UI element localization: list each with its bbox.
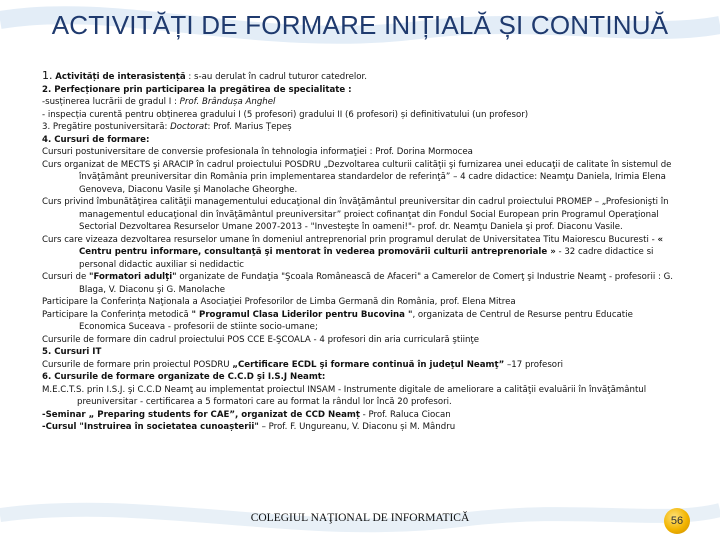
item-perfectionare: 2. Perfecționare prin participarea la pregătirea de specialitate : [42,84,352,95]
item-formatori-adulti: Cursuri de "Formatori adulţi" organizate de Fundaţia "Şcoala Românească de Afaceri" a Camerelor de Comerţ şi Industrie Neamţ - profesorii : G. Blaga, V. Diaconu şi G. Manolache [42,272,673,295]
item-ecdl: Cursurile de formare prin proiectul POSDRU „Certificare ECDL şi formare continuă în judeţul Neamţ” –17 profesori [42,359,563,370]
item-curs-societatea: -Cursul "Instruirea în societatea cunoașterii" – Prof. F. Ungureanu, V. Diaconu și M. Mândru [42,422,456,432]
item-ccd-isj: 6. Cursurile de formare organizate de C.C.D şi I.S.J Neamt: [42,372,326,382]
item-cursuri-it: 5. Cursuri IT [42,347,102,357]
item-conferinta-metodica: Participare la Conferința metodică " Programul Clasa Liderilor pentru Bucovina ", organizata de Centrul de Resurse pentru Educatie Economica Suceava - profesorii de stiinte socio-umane; [42,309,633,332]
item-curs-promep: Curs privind îmbunătăţirea calităţii managementului educaţional din învăţământul preuniversitar din cadrul proiectului PROMEP – „Profesionişti în managementul educaţional din învăţământul preuniversitar” proiect cofinanţat din Fondul Social European prin Programul Operaţional Sectorial Dezvoltarea Resurselor Umane 2007-2013 - "Investeşte în oameni!"- prof. dr. Neamţu Daniela şi prof. Diaconu Vasile. [42,197,669,232]
item-e-scoala: Cursurile de formare din cadrul proiectului POS CCE E-ŞCOALA - 4 profesori din aria curriculară ştiinţe [42,334,480,345]
page-title: ACTIVITĂȚI DE FORMARE INIȚIALĂ ȘI CONTINUĂ [51,10,669,40]
item-postuniversitara: 3. Pregătire postuniversitară: Doctorat: Prof. Marius Țepeș [42,122,292,132]
item-insam: M.E.C.T.S. prin I.S.J. şi C.C.D Neamţ au implementat proiectul INSAM - Instrumente digitale de ameliorare a calităţii evaluării în învăţământul preuniversitar - certificarea a 5 formatori care au format la rândul lor încă 20 profesori. [42,384,647,407]
footer-school-name: COLEGIUL NAŢIONAL DE INFORMATICĂ [250,512,470,524]
item-cursuri-postuniversitare: Cursuri postuniversitare de conversie profesionala în tehnologia informaţiei : Prof. Dorina Mormocea [42,147,473,157]
item-curs-antreprenorial: Curs care vizeaza dezvoltarea resurselor umane în domeniul antreprenorial prin programul derulat de Universitatea Titu Maiorescu Bucuresti - « Centru pentru informare, consultanţă şi mentorat în vederea promovării culturii antreprenoriale » - 32 cadre didactice si personal didactic auxiliar si nedidactic [42,234,664,270]
item-conferinta-germana: Participare la Conferința Naţionala a Asociaţiei Profesorilor de Limba Germană din România, prof. Elena Mitrea [42,297,516,307]
item-sustinere: -susținerea lucrării de gradul I : Prof. Brândușa Anghel [42,97,276,107]
item-cursuri-formare: 4. Cursuri de formare: [42,134,150,145]
item-seminar-cae: -Seminar „ Preparing students for CAE”, organizat de CCD Neamț - Prof. Raluca Ciocan [42,409,451,420]
document-body [42,70,682,434]
item-inspectie: - inspecția curentă pentru obținerea gradului I (5 profesori) gradului II (6 profesori) și definitivatului (un profesor) [42,109,529,120]
item-interasistenta: 1. Activități de interasistență : s-au derulat în cadrul tuturor catedrelor. [42,69,368,82]
item-curs-mects: Curs organizat de MECTS şi ARACIP în cadrul proiectului POSDRU „Dezvoltarea culturii calităţii şi furnizarea unei educaţii de calitate în sistemul de învăţământ preuniversitar din România prin implementarea standardelor de referinţă” – 4 cadre didactice: Neamţu Daniela, Irimia Elena Genoveva, Diaconu Vasile şi Manolache Gheorghe. [42,159,672,195]
page-number-badge: 56 [664,508,690,534]
